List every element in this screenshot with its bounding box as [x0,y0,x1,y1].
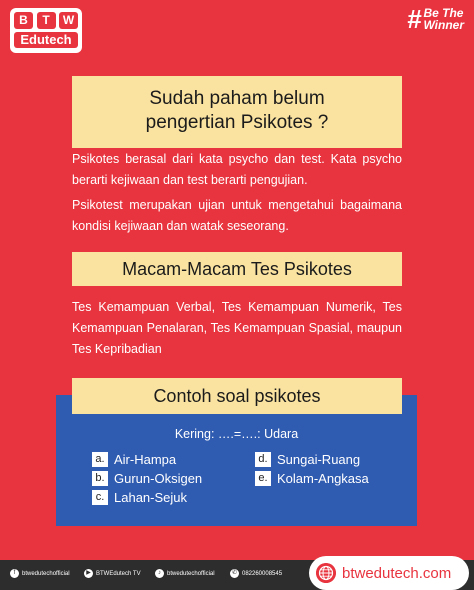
option-text: Sungai-Ruang [277,452,361,467]
social-handle: BTWEdutech TV [96,570,141,577]
option-letter: e. [255,471,271,486]
section1-title [72,76,402,148]
option-b [92,471,202,486]
btw-edutech-logo [10,8,82,53]
section3-title: Contoh soal psikotes [72,378,402,414]
slogan-line1: Be The [423,6,464,20]
section1-paragraph2: Psikotest merupakan ujian untuk mengetahui bagaimana kondisi kejiwaan dan watak seseorang. [72,198,402,233]
slogan-line2: Winner [423,18,464,32]
whatsapp-icon: ✆ [231,570,238,576]
globe-icon [316,563,336,583]
social-handle: btwedutechofficial [22,570,70,577]
social-handle: 082260008545 [242,570,283,577]
section1-title-line1: Sudah paham belum [149,88,325,109]
section1-paragraph1: Psikotes berasal dari kata psycho dan test. Kata psycho berarti kejiwaan dan test berarti pengujian. [72,152,402,187]
logo-letter-t: T [37,12,56,29]
option-letter: b. [92,471,108,486]
facebook-icon: f [10,569,19,578]
tiktok-icon: ♪ [155,569,164,578]
question-text: Kering: ….=….: Udara [174,427,299,441]
option-letter: c. [92,490,108,505]
section1-title-line2: pengertian Psikotes ? [145,112,329,133]
logo-letter-w: W [59,12,78,29]
social-whatsapp[interactable] [230,569,282,578]
website-link[interactable] [309,556,469,590]
option-letter: d. [255,452,271,467]
logo-letters [14,12,78,29]
social-handle: btwedutechofficial [167,570,215,577]
section2-title: Macam-Macam Tes Psikotes [72,252,402,286]
logo-brand-text: Edutech [14,32,78,48]
option-letter: a. [92,452,108,467]
option-text: Air-Hampa [114,452,177,467]
option-d [255,452,360,467]
logo-letter-b: B [14,12,33,29]
website-url: btwedutech.com [342,564,452,582]
social-facebook[interactable] [10,569,70,578]
slogan [406,4,464,34]
option-text: Lahan-Sejuk [114,490,187,505]
example-question-box [56,395,417,526]
social-tiktok[interactable] [155,569,215,578]
option-text: Kolam-Angkasa [277,471,369,486]
section2-paragraph: Tes Kemampuan Verbal, Tes Kemampuan Numerik, Tes Kemampuan Penalaran, Tes Kemampuan Spasial, maupun Tes Kepribadian [72,300,402,356]
option-e [255,471,369,486]
option-text: Gurun-Oksigen [114,471,203,486]
social-youtube[interactable] [84,569,141,578]
youtube-icon: ▶ [84,569,93,578]
option-a [92,452,176,467]
hashtag-icon: # [406,4,422,34]
option-c [92,490,187,505]
